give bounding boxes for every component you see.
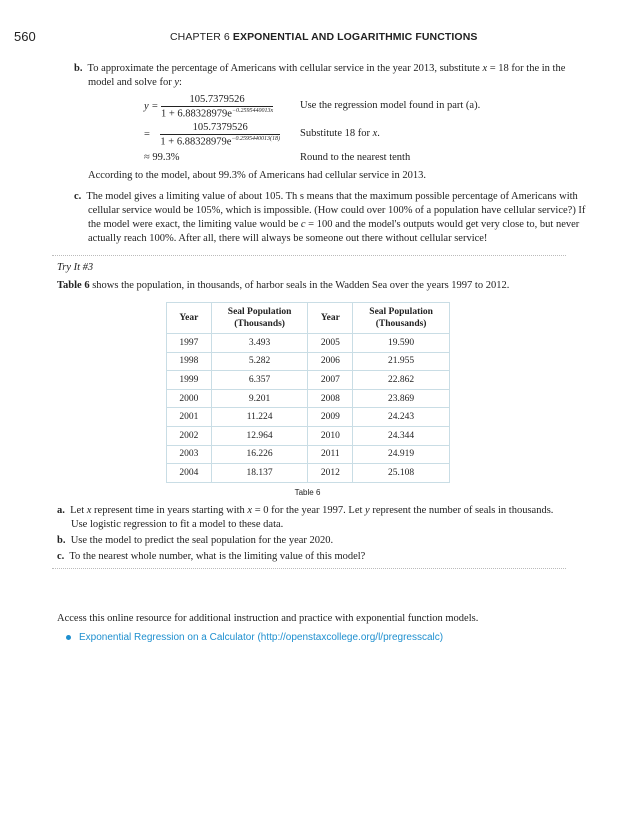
table-cell: 21.955 [353,352,450,371]
divider-top [52,255,566,256]
eq2-note-end: . [377,128,380,139]
table-cell: 19.590 [353,334,450,353]
table-intro [57,280,509,291]
question-a-text-2: represent time in years starting with [91,505,248,516]
equation-row-3: ≈ 99.3% [144,152,180,163]
table-cell: 6.357 [211,371,308,390]
part-b-eq-val: = 18 for the in the model and solve for [88,63,566,88]
eq1-fraction [161,94,273,120]
eq2-note [300,128,380,139]
table-cell: 3.493 [211,334,308,353]
table-cell: 2008 [308,389,353,408]
eq1-lhs: y = [144,101,159,113]
table-cell: 2010 [308,426,353,445]
table-cell: 24.919 [353,445,450,464]
part-b-label: b. [74,63,83,74]
question-c-label: c. [57,551,65,562]
exponential-regression-link[interactable]: Exponential Regression on a Calculator (http://openstaxcollege.org/l/pregresscalc) [79,632,444,643]
question-c-text: To the nearest whole number, what is the limiting value of this model? [69,551,366,562]
eq2-note-var: x [372,128,378,139]
table-row [167,334,450,353]
table-row [167,426,450,445]
table-cell: 2001 [167,408,212,427]
part-b-text-pre: To approximate the percentage of Americans with cellular service in the year 2013, substitute [87,63,483,74]
eq1-numerator: 105.7379526 [161,94,273,107]
question-a-text-3: = 0 for the year 1997. Let [252,505,366,516]
table-cell: 2007 [308,371,353,390]
question-a-label: a. [57,505,65,516]
according-sentence: According to the model, about 99.3% of Americans had cellular service in 2013. [88,170,426,181]
question-a-var-x2: x [247,505,253,516]
eq2-note-pre: Substitute 18 for [300,128,373,139]
part-c-paragraph [74,190,586,246]
table-header-cell: Year [167,303,212,334]
table-cell: 22.862 [353,371,450,390]
table-intro-ref: Table 6 [57,280,90,291]
table-header-cell: Seal Population (Thousands) [353,303,450,334]
table-cell: 2005 [308,334,353,353]
table-cell: 5.282 [211,352,308,371]
table-row [167,371,450,390]
table-row [167,408,450,427]
resource-text: Access this online resource for additional instruction and practice with exponential function models. [57,613,479,624]
divider-bottom [52,568,566,569]
part-c-label: c. [74,191,82,202]
table-cell: 25.108 [353,464,450,483]
question-a-text-1: Let [70,505,87,516]
seal-population-table [166,302,450,483]
eq1-exponent: −0.2595440013x [231,108,274,114]
question-a [57,504,567,532]
table-header-cell: Seal Population (Thousands) [211,303,308,334]
table-cell: 1997 [167,334,212,353]
part-b-var-y: y [174,77,179,88]
table-cell: 12.964 [211,426,308,445]
eq2-numerator: 105.7379526 [160,122,280,135]
table-row [167,352,450,371]
try-it-questions [57,504,567,566]
table-caption: Table 6 [294,488,321,497]
part-b-text-end: : [178,77,182,88]
table-row [167,464,450,483]
part-c-var-c: c [300,219,306,230]
resource-list-item [66,632,443,643]
eq1-note: Use the regression model found in part (a). [300,100,481,111]
table-cell: 18.137 [211,464,308,483]
table-cell: 2002 [167,426,212,445]
table-cell: 2000 [167,389,212,408]
part-b-paragraph [74,62,588,90]
eq2-fraction [160,122,280,148]
eq3-note: Round to the nearest tenth [300,152,411,163]
table-cell: 24.243 [353,408,450,427]
chapter-label: CHAPTER 6 [170,31,230,43]
table-row [167,389,450,408]
bullet-icon [66,635,71,640]
table-cell: 9.201 [211,389,308,408]
eq2-denominator [160,135,280,148]
table-cell: 2012 [308,464,353,483]
table-intro-text: shows the population, in thousands, of harbor seals in the Wadden Sea over the years 1997 to 2012. [89,280,510,291]
part-c-text-1: The model gives a limiting value of about 105. Th s means that the maximum possible percentage of Americans with cellular service would be 105%, which is impossible. (How could over 100% of a population have cellular service?) If the model were exact, the limiting value would be [86,191,586,230]
table-cell: 16.226 [211,445,308,464]
question-a-text-4: represent the number of seals in thousands. Use logistic regression to fit a model to these data. [71,505,554,530]
eq2-exponent: −0.2595440013(18) [231,136,280,142]
table-header-cell: Year [308,303,353,334]
chapter-title: EXPONENTIAL AND LOGARITHMIC FUNCTIONS [232,31,478,43]
table-cell: 2009 [308,408,353,427]
question-b [57,534,567,548]
table-cell: 1999 [167,371,212,390]
question-b-text: Use the model to predict the seal population for the year 2020. [70,535,334,546]
table-cell: 24.344 [353,426,450,445]
table-cell: 11.224 [211,408,308,427]
table-cell: 2004 [167,464,212,483]
eq1-denominator [161,107,273,120]
part-b-var-x: x [482,63,488,74]
table-cell: 2003 [167,445,212,464]
question-c [57,550,567,564]
try-it-heading: Try It #3 [57,262,94,273]
eq2-lhs: = [144,129,150,141]
question-b-label: b. [57,535,66,546]
table-cell: 2011 [308,445,353,464]
equation-row-2 [144,122,280,148]
question-a-var-y: y [365,505,370,516]
table-header-row [167,303,450,334]
page-number: 560 [14,29,36,44]
part-c-text-2: = 100 and the model's outputs would get very close to, but never actually reach 100%. After all, there will always be someone out there without cellular service! [88,219,580,244]
equation-row-1 [144,94,273,120]
table-row [167,445,450,464]
table-cell: 2006 [308,352,353,371]
table-cell: 1998 [167,352,212,371]
eq1-den-base: 1 + 6.88328979e [161,108,232,120]
question-a-var-x: x [86,505,92,516]
chapter-header [170,31,478,43]
table-cell: 23.869 [353,389,450,408]
eq2-den-base: 1 + 6.88328979e [160,136,232,148]
